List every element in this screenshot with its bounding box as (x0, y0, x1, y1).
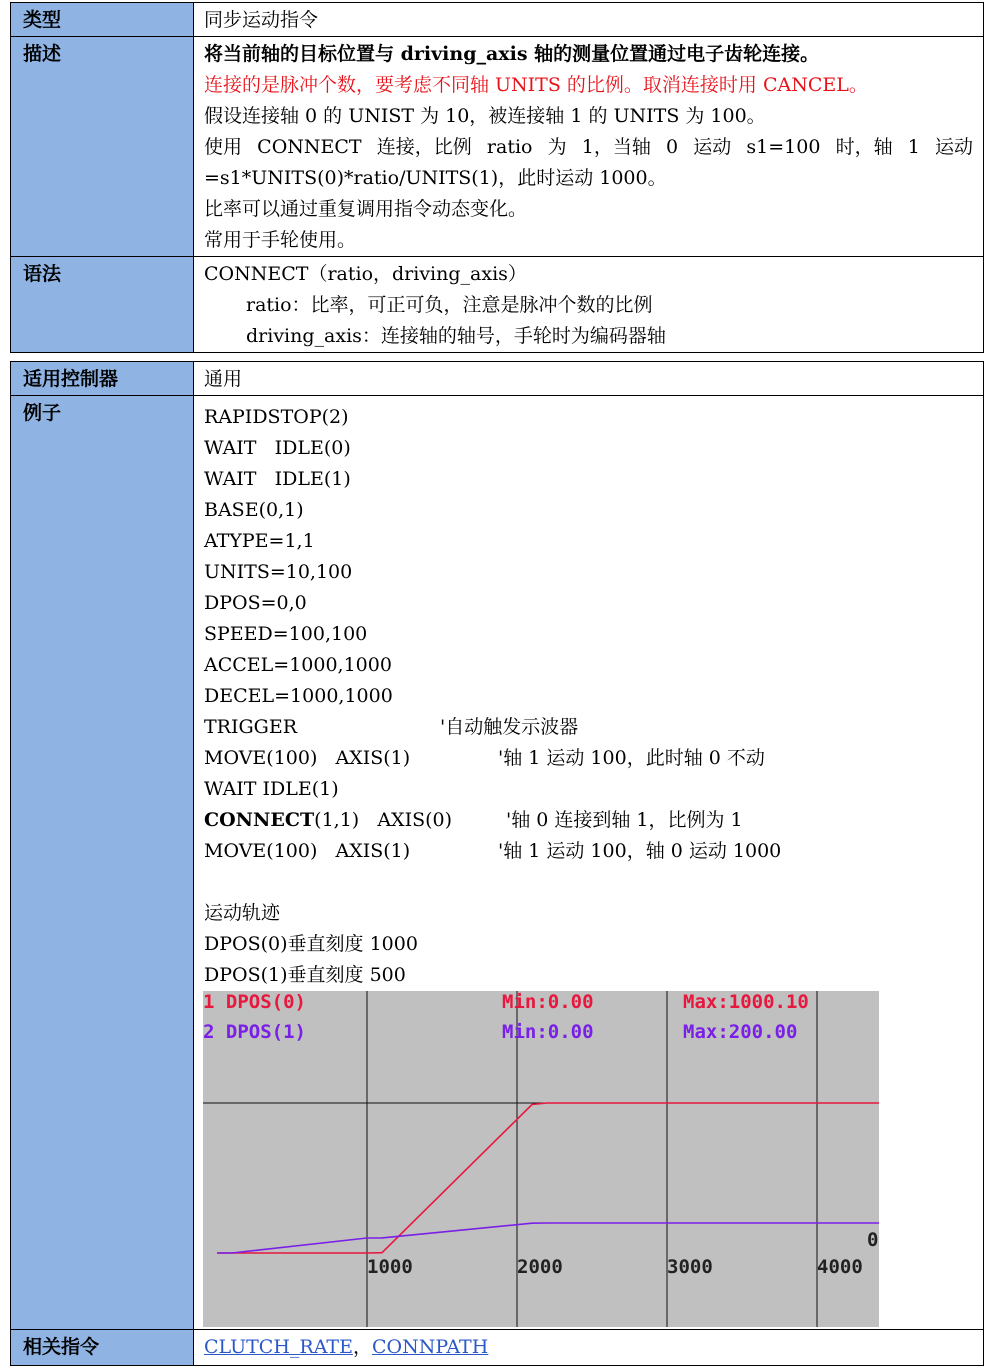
code-command (204, 774, 339, 805)
related-label: 相关指令 (11, 1330, 194, 1366)
code-comment: '自动触发示波器 (440, 716, 579, 738)
code-command-text: WAIT IDLE(1) (204, 778, 339, 800)
code-command-text: SPEED=100,100 (204, 623, 368, 645)
desc-line-1: 将当前轴的目标位置与 driving_axis 轴的测量位置通过电子齿轮连接。 (204, 43, 820, 65)
code-blank-line (204, 867, 973, 898)
code-comment: '轴 1 运动 100，轴 0 运动 1000 (498, 840, 782, 862)
syntax-line-1: CONNECT（ratio，driving_axis） (204, 263, 527, 285)
track-scale-1: DPOS(1)垂直刻度 500 (204, 964, 406, 986)
desc-line-4-part: 1 (907, 136, 920, 158)
code-line (204, 712, 973, 743)
code-command (204, 805, 506, 836)
related-link-connpath[interactable]: CONNPATH (371, 1336, 489, 1358)
desc-line-3: 假设连接轴 0 的 UNIST 为 10，被连接轴 1 的 UNITS 为 100。 (204, 105, 766, 127)
code-command (204, 557, 352, 588)
track-scale-0: DPOS(0)垂直刻度 1000 (204, 933, 418, 955)
code-command-text: (1,1) AXIS(0) (314, 809, 452, 831)
chart-legend-max: Max:200.00 (683, 1021, 798, 1043)
code-command (204, 464, 351, 495)
code-command (204, 588, 307, 619)
code-comment: '轴 1 运动 100，此时轴 0 不动 (498, 747, 765, 769)
chart-x-tick-label: 2000 (517, 1256, 563, 1278)
code-command (204, 712, 440, 743)
code-line (204, 650, 973, 681)
code-command-text: WAIT IDLE(0) (204, 437, 351, 459)
chart-legend-min: Min:0.00 (502, 991, 594, 1013)
desc-line-4-part: 时，轴 (835, 136, 893, 158)
example-table (10, 361, 984, 1366)
code-command-text: BASE(0,1) (204, 499, 304, 521)
desc-line-4-part: s1=100 (746, 136, 821, 158)
code-command (204, 526, 315, 557)
code-command (204, 402, 349, 433)
code-command-text: MOVE(100) AXIS(1) (204, 840, 411, 862)
desc-line-5: =s1*UNITS(0)*ratio/UNITS(1)，此时运动 1000。 (204, 167, 667, 189)
example-label: 例子 (11, 396, 194, 1330)
code-command-text: DECEL=1000,1000 (204, 685, 393, 707)
desc-line-7: 常用于手轮使用。 (204, 229, 357, 251)
code-command (204, 650, 392, 681)
example-value (194, 396, 984, 1330)
code-command-text: RAPIDSTOP(2) (204, 406, 349, 428)
code-command (204, 681, 393, 712)
type-text: 同步运动指令 (204, 9, 319, 31)
controller-text: 通用 (204, 368, 243, 390)
syntax-line-2: ratio：比率，可正可负，注意是脉冲个数的比例 (246, 294, 653, 316)
chart-legend-name: 1 DPOS(0) (203, 991, 306, 1013)
code-line (204, 805, 973, 836)
code-line (204, 526, 973, 557)
desc-line-4-part: CONNECT (257, 136, 362, 158)
code-line (204, 681, 973, 712)
code-line (204, 557, 973, 588)
related-link-clutch-rate[interactable]: CLUTCH_RATE (204, 1336, 353, 1358)
track-title: 运动轨迹 (204, 902, 281, 924)
desc-line-6: 比率可以通过重复调用指令动态变化。 (204, 198, 528, 220)
code-line (204, 619, 973, 650)
code-command-text: ACCEL=1000,1000 (204, 654, 392, 676)
code-command-text: ATYPE=1,1 (204, 530, 315, 552)
chart-x-tick-label: 1000 (367, 1256, 413, 1278)
code-command-text: MOVE(100) AXIS(1) (204, 747, 411, 769)
code-command (204, 743, 498, 774)
code-line (204, 464, 973, 495)
desc-line-4-part: 使用 (204, 136, 243, 158)
chart-svg (203, 991, 879, 1327)
controller-label: 适用控制器 (11, 362, 194, 396)
code-command-text: WAIT IDLE(1) (204, 468, 351, 490)
syntax-value (194, 257, 984, 353)
desc-line-2: 连接的是脉冲个数，要考虑不同轴 UNITS 的比例。取消连接时用 CANCEL。 (204, 74, 868, 96)
syntax-label: 语法 (11, 257, 194, 353)
code-command-keyword: CONNECT (204, 809, 315, 831)
code-line (204, 402, 973, 433)
desc-line-4 (204, 132, 973, 163)
chart-legend-name: 2 DPOS(1) (203, 1021, 306, 1043)
command-info-table (10, 2, 984, 353)
code-command (204, 836, 498, 867)
code-line (204, 774, 973, 805)
desc-line-4-part: 运动 (693, 136, 732, 158)
chart-x-tick-label: 3000 (667, 1256, 713, 1278)
code-line (204, 495, 973, 526)
type-value (194, 3, 984, 37)
desc-line-4-part: 1，当轴 (581, 136, 651, 158)
desc-line-4-part: 连接，比例 (376, 136, 472, 158)
chart-y-tick-label: 0 (867, 1229, 879, 1251)
code-block (204, 402, 973, 867)
code-line (204, 836, 973, 867)
description-label: 描述 (11, 37, 194, 257)
code-command (204, 619, 367, 650)
code-comment: '轴 0 连接到轴 1，比例为 1 (506, 809, 743, 831)
chart-x-tick-label: 4000 (817, 1256, 863, 1278)
controller-value (194, 362, 984, 396)
code-line (204, 588, 973, 619)
code-command-text: UNITS=10,100 (204, 561, 353, 583)
desc-line-4-part: 为 (547, 136, 567, 158)
chart-legend-max: Max:1000.10 (683, 991, 809, 1013)
code-command (204, 495, 304, 526)
related-value (194, 1330, 984, 1366)
code-command-text: DPOS=0,0 (204, 592, 307, 614)
code-line (204, 743, 973, 774)
oscilloscope-chart (203, 991, 879, 1327)
type-label: 类型 (11, 3, 194, 37)
desc-line-4-part: ratio (486, 136, 533, 158)
code-command-text: TRIGGER (204, 716, 298, 738)
description-value (194, 37, 984, 257)
code-command (204, 433, 351, 464)
code-line (204, 433, 973, 464)
syntax-line-3: driving_axis：连接轴的轴号，手轮时为编码器轴 (246, 325, 666, 347)
chart-legend-min: Min:0.00 (502, 1021, 594, 1043)
desc-line-4-part: 0 (666, 136, 679, 158)
desc-line-4-part: 运动 (934, 136, 973, 158)
related-separator: ， (352, 1336, 372, 1358)
